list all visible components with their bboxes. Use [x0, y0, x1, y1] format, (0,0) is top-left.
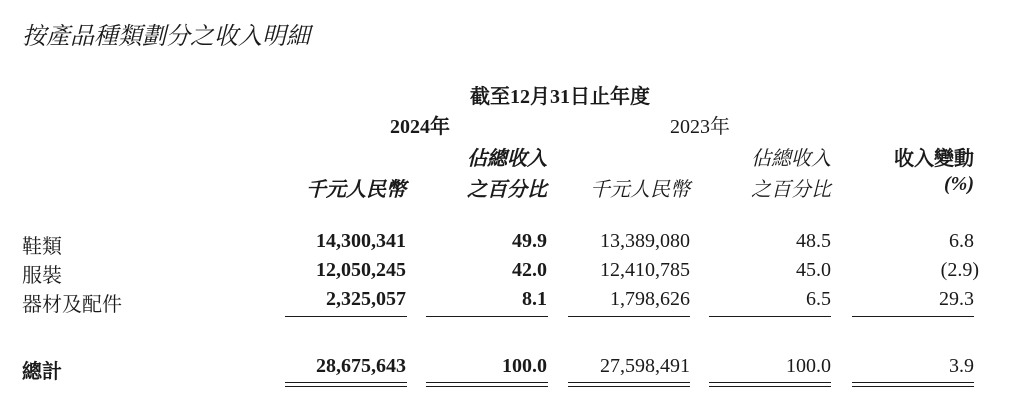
row-label-total: 總計: [22, 361, 62, 383]
col-rmb-2024: 千元人民幣: [306, 179, 406, 201]
cell-rmb-2023-equipment: 1,798,626: [610, 288, 690, 310]
cell-change-apparel: (2.9): [940, 259, 979, 281]
cell-pct-2024-apparel: 42.0: [512, 259, 547, 281]
total-double-rule-rmb-2023: [568, 382, 690, 387]
cell-change-total: 3.9: [949, 355, 974, 377]
cell-pct-2023-footwear: 48.5: [796, 230, 831, 252]
cell-pct-2023-total: 100.0: [786, 355, 831, 377]
row-label-equipment: 器材及配件: [22, 294, 122, 316]
cell-pct-2023-equipment: 6.5: [806, 288, 831, 310]
total-double-rule-rmb-2024: [285, 382, 407, 387]
cell-pct-2024-equipment: 8.1: [522, 288, 547, 310]
subtotal-rule-rmb-2023: [568, 316, 690, 317]
col-rmb-2023: 千元人民幣: [590, 179, 690, 201]
total-double-rule-pct-2024: [426, 382, 548, 387]
col-pct-2023-line2: 之百分比: [751, 179, 831, 201]
cell-pct-2024-footwear: 49.9: [512, 230, 547, 252]
col-pct-2024-line1: 佔總收入: [467, 148, 547, 170]
total-double-rule-change: [852, 382, 974, 387]
cell-rmb-2023-total: 27,598,491: [600, 355, 690, 377]
col-change-line1: 收入變動: [894, 148, 974, 170]
cell-pct-2023-apparel: 45.0: [796, 259, 831, 281]
subtotal-rule-rmb-2024: [285, 316, 407, 317]
subtotal-rule-pct-2024: [426, 316, 548, 317]
cell-rmb-2024-footwear: 14,300,341: [316, 230, 406, 252]
cell-pct-2024-total: 100.0: [502, 355, 547, 377]
col-pct-2024-line2: 之百分比: [467, 179, 547, 201]
cell-rmb-2024-total: 28,675,643: [316, 355, 406, 377]
subtotal-rule-pct-2023: [709, 316, 831, 317]
row-label-footwear: 鞋類: [22, 236, 62, 258]
year-2024-header: 2024年: [390, 116, 450, 138]
cell-rmb-2023-footwear: 13,389,080: [600, 230, 690, 252]
cell-rmb-2024-apparel: 12,050,245: [316, 259, 406, 281]
cell-change-footwear: 6.8: [949, 230, 974, 252]
cell-change-equipment: 29.3: [939, 288, 974, 310]
table-title: 按產品種類劃分之收入明細: [22, 24, 310, 50]
row-label-apparel: 服裝: [22, 265, 62, 287]
period-header: 截至12月31日止年度: [470, 86, 650, 108]
col-pct-2023-line1: 佔總收入: [751, 148, 831, 170]
cell-rmb-2023-apparel: 12,410,785: [600, 259, 690, 281]
total-double-rule-pct-2023: [709, 382, 831, 387]
year-2023-header: 2023年: [670, 116, 730, 138]
cell-rmb-2024-equipment: 2,325,057: [326, 288, 406, 310]
col-change-line2: (%): [944, 173, 974, 195]
subtotal-rule-change: [852, 316, 974, 317]
